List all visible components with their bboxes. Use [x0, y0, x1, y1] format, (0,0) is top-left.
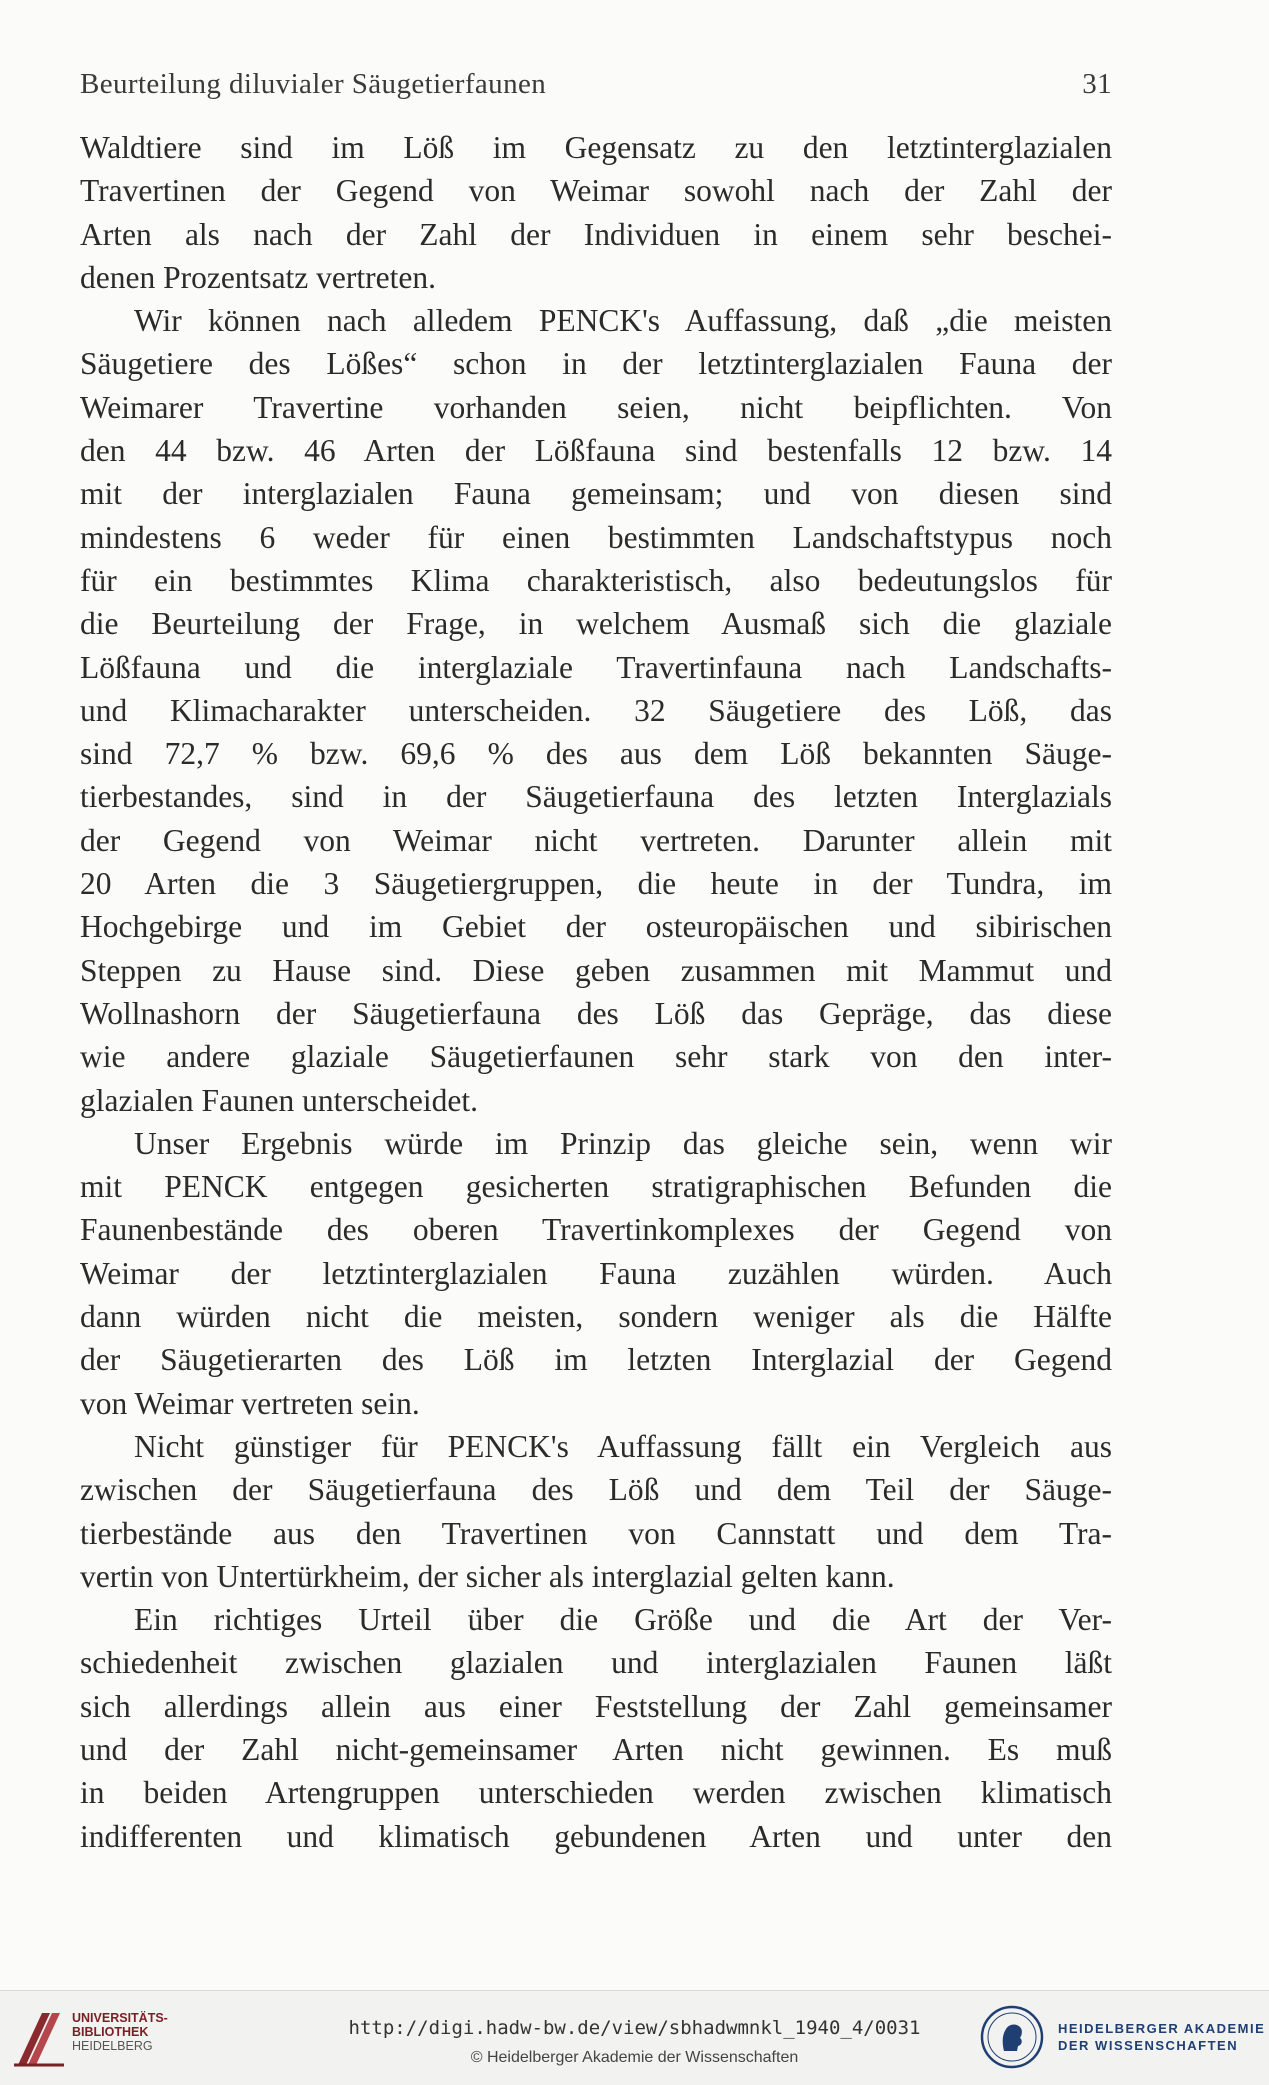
academy-name-line: HEIDELBERGER AKADEMIE — [1058, 2021, 1266, 2036]
text-line: Steppen zu Hause sind. Diese geben zusammen mit Mammut und — [80, 952, 1112, 988]
library-name-line: BIBLIOTHEK — [72, 2025, 149, 2039]
text-line: sich allerdings allein aus einer Feststellung der Zahl gemeinsamer — [80, 1688, 1112, 1724]
text-line: Faunenbestände des oberen Travertinkomplexes der Gegend von — [80, 1212, 1112, 1248]
body-text — [80, 126, 1112, 1858]
academy-seal-icon — [980, 2005, 1044, 2069]
text-line: Wir können nach alledem PENCK's Auffassung, daß „die meisten — [134, 303, 1112, 339]
text-line: denen Prozentsatz vertreten. — [80, 259, 436, 295]
text-line: Waldtiere sind im Löß im Gegensatz zu den letztinterglazialen — [80, 130, 1112, 165]
digitization-footer — [0, 1990, 1269, 2085]
text-line: Hochgebirge und im Gebiet der osteuropäischen und sibirischen — [80, 909, 1112, 945]
text-line: dann würden nicht die meisten, sondern weniger als die Hälfte — [80, 1299, 1112, 1335]
academy-name — [1058, 2020, 1265, 2054]
text-line: mit der interglazialen Fauna gemeinsam; und von diesen sind — [80, 476, 1112, 512]
text-line: der Säugetierarten des Löß im letzten Interglazial der Gegend — [80, 1342, 1112, 1378]
text-line: vertin von Untertürkheim, der sicher als interglazial gelten kann. — [80, 1558, 895, 1594]
page-number: 31 — [1082, 68, 1112, 100]
text-line: Ein richtiges Urteil über die Größe und die Art der Ver- — [134, 1602, 1112, 1638]
text-line: den 44 bzw. 46 Arten der Lößfauna sind bestenfalls 12 bzw. 14 — [80, 433, 1112, 469]
running-title: Beurteilung diluvialer Säugetierfaunen — [80, 68, 547, 100]
text-line: wie andere glaziale Säugetierfaunen sehr stark von den inter- — [80, 1039, 1112, 1075]
text-line: Nicht günstiger für PENCK's Auffassung fällt ein Vergleich aus — [134, 1428, 1112, 1464]
text-line: Travertinen der Gegend von Weimar sowohl nach der Zahl der — [80, 173, 1112, 209]
text-line: Wollnashorn der Säugetierfauna des Löß das Gepräge, das diese — [80, 995, 1112, 1031]
text-line: Lößfauna und die interglaziale Travertinfauna nach Landschafts- — [80, 649, 1112, 685]
text-line: von Weimar vertreten sein. — [80, 1385, 420, 1421]
text-line: mit PENCK entgegen gesicherten stratigraphischen Befunden die — [80, 1169, 1112, 1205]
library-name-line: UNIVERSITÄTS- — [72, 2011, 168, 2025]
text-line: für ein bestimmtes Klima charakteristisch, also bedeutungslos für — [80, 562, 1112, 598]
text-line: mindestens 6 weder für einen bestimmten Landschaftstypus noch — [80, 519, 1112, 555]
text-line: tierbestände aus den Travertinen von Cannstatt und dem Tra- — [80, 1515, 1112, 1551]
text-line: und Klimacharakter unterscheiden. 32 Säugetiere des Löß, das — [80, 692, 1112, 728]
text-line: in beiden Artengruppen unterschieden werden zwischen klimatisch — [80, 1775, 1112, 1811]
text-line: 20 Arten die 3 Säugetiergruppen, die heute in der Tundra, im — [80, 866, 1112, 902]
academy-name-line: DER WISSENSCHAFTEN — [1058, 2038, 1239, 2053]
text-line: Weimarer Travertine vorhanden seien, nicht beipflichten. Von — [80, 389, 1112, 425]
copyright-notice: © Heidelberger Akademie der Wissenschaften — [470, 2049, 799, 2066]
text-line: Arten als nach der Zahl der Individuen in einem sehr beschei- — [80, 216, 1112, 252]
text-line: tierbestandes, sind in der Säugetierfauna des letzten Interglazials — [80, 779, 1112, 815]
text-line: und der Zahl nicht-gemeinsamer Arten nicht gewinnen. Es muß — [80, 1731, 1112, 1767]
text-line: zwischen der Säugetierfauna des Löß und dem Teil der Säuge- — [80, 1472, 1112, 1508]
library-city: HEIDELBERG — [72, 2039, 153, 2053]
text-line: die Beurteilung der Frage, in welchem Ausmaß sich die glaziale — [80, 606, 1112, 642]
text-line: Unser Ergebnis würde im Prinzip das gleiche sein, wenn wir — [134, 1125, 1112, 1161]
text-line: Säugetiere des Lößes“ schon in der letztinterglazialen Fauna der — [80, 346, 1112, 382]
text-line: indifferenten und klimatisch gebundenen Arten und unter den — [80, 1818, 1112, 1854]
text-line: der Gegend von Weimar nicht vertreten. Darunter allein mit — [80, 822, 1112, 858]
text-line: sind 72,7 % bzw. 69,6 % des aus dem Löß bekannten Säuge- — [80, 736, 1112, 772]
text-line: glazialen Faunen unterscheidet. — [80, 1082, 478, 1118]
text-line: Weimar der letztinterglazialen Fauna zuzählen würden. Auch — [80, 1255, 1112, 1291]
text-line: schiedenheit zwischen glazialen und interglazialen Faunen läßt — [80, 1645, 1112, 1681]
permalink-url[interactable]: http://digi.hadw-bw.de/view/sbhadwmnkl_1940_4/0031 — [348, 2017, 921, 2039]
